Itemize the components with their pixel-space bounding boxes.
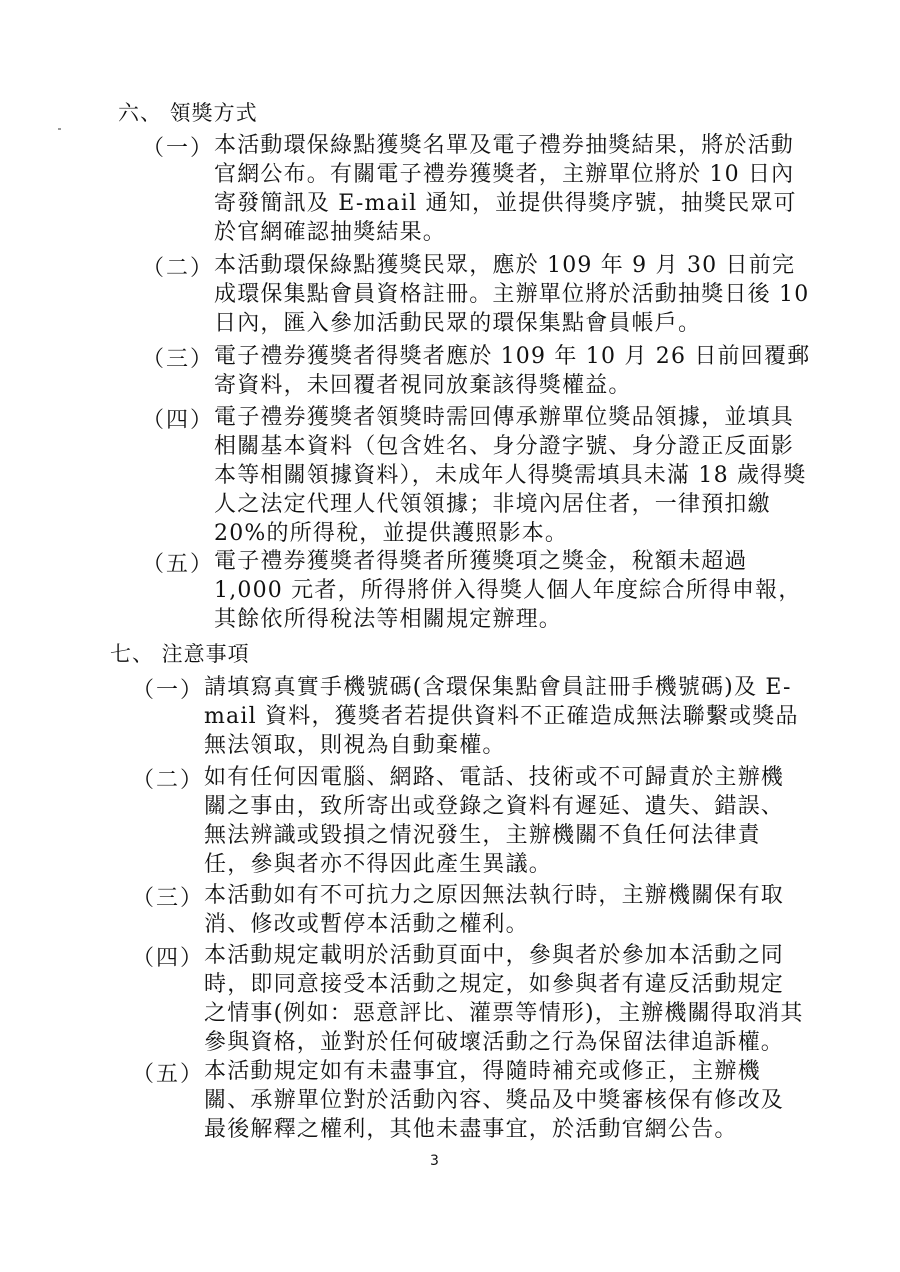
- item-marker: （一）: [142, 136, 215, 161]
- section-heading-6: 六、 領獎方式: [118, 101, 258, 125]
- page-number: 3: [430, 1153, 439, 1169]
- item-marker: （三）: [142, 347, 215, 372]
- scan-speck: [58, 128, 61, 130]
- item-text: 本活動規定載明於活動頁面中，參與者於參加本活動之同時，即同意接受本活動之規定，如參與者有違反活動規定之情事(例如：惡意評比、灌票等情形)，主辦機關得取消其參與資格，並對於任何破壞活動之行為保留法律追訴權。: [204, 943, 804, 1055]
- item-text: 電子禮券獲獎者領獎時需回傳承辦單位獎品領據，並填具相關基本資料（包含姓名、身分證字號、身分證正反面影本等相關領據資料），未成年人得獎需填具未滿 18 歲得獎人之法定代理人代領領據；非境內居住者，一律預扣繳 20%的所得稅，並提供護照影本。: [214, 405, 807, 546]
- item-text: 本活動規定如有未盡事宜，得隨時補充或修正，主辦機關、承辦單位對於活動內容、獎品及中獎審核保有修改及最後解釋之權利，其他未盡事宜，於活動官網公告。: [204, 1059, 785, 1142]
- item-marker: （五）: [142, 552, 215, 577]
- item-text: 如有任何因電腦、網路、電話、技術或不可歸責於主辦機關之事由，致所寄出或登錄之資料有遲延、遺失、錯誤、無法辨識或毀損之情況發生，主辦機關不負任何法律責任，參與者亦不得因此產生異議。: [204, 765, 785, 877]
- item-text: 電子禮券獲獎者得獎者應於 109 年 10 月 26 日前回覆郵寄資料，未回覆者視同放棄該得獎權益。: [214, 344, 811, 398]
- item-marker: （四）: [132, 946, 205, 971]
- item-marker: （二）: [142, 256, 215, 281]
- item-text: 電子禮券獲獎者得獎者所獲獎項之獎金，稅額未超過 1,000 元者，所得將併入得獎人個人年度綜合所得申報，其餘依所得稅法等相關規定辦理。: [214, 549, 802, 632]
- item-text: 本活動環保綠點獲獎民眾，應於 109 年 9 月 30 日前完成環保集點會員資格註冊。主辦單位將於活動抽獎日後 10 日內，匯入參加活動民眾的環保集點會員帳戶。: [214, 253, 810, 336]
- item-marker: （三）: [132, 886, 205, 911]
- item-marker: （一）: [132, 678, 205, 703]
- item-marker: （四）: [142, 408, 215, 433]
- item-text: 本活動環保綠點獲獎名單及電子禮券抽獎結果，將於活動官網公布。有關電子禮券獲獎者，主辦單位將於 10 日內寄發簡訊及 E-mail 通知，並提供得獎序號，抽獎民眾可於官網確認抽獎結果。: [214, 133, 797, 245]
- item-marker: （五）: [132, 1062, 205, 1087]
- section-heading-7: 七、 注意事項: [110, 642, 250, 666]
- item-text: 本活動如有不可抗力之原因無法執行時，主辦機關保有取消、修改或暫停本活動之權利。: [204, 883, 785, 937]
- item-text: 請填寫真實手機號碼(含環保集點會員註冊手機號碼)及 E-mail 資料，獲獎者若提供資料不正確造成無法聯繫或獎品無法領取，則視為自動棄權。: [204, 675, 799, 758]
- item-marker: （二）: [132, 768, 205, 793]
